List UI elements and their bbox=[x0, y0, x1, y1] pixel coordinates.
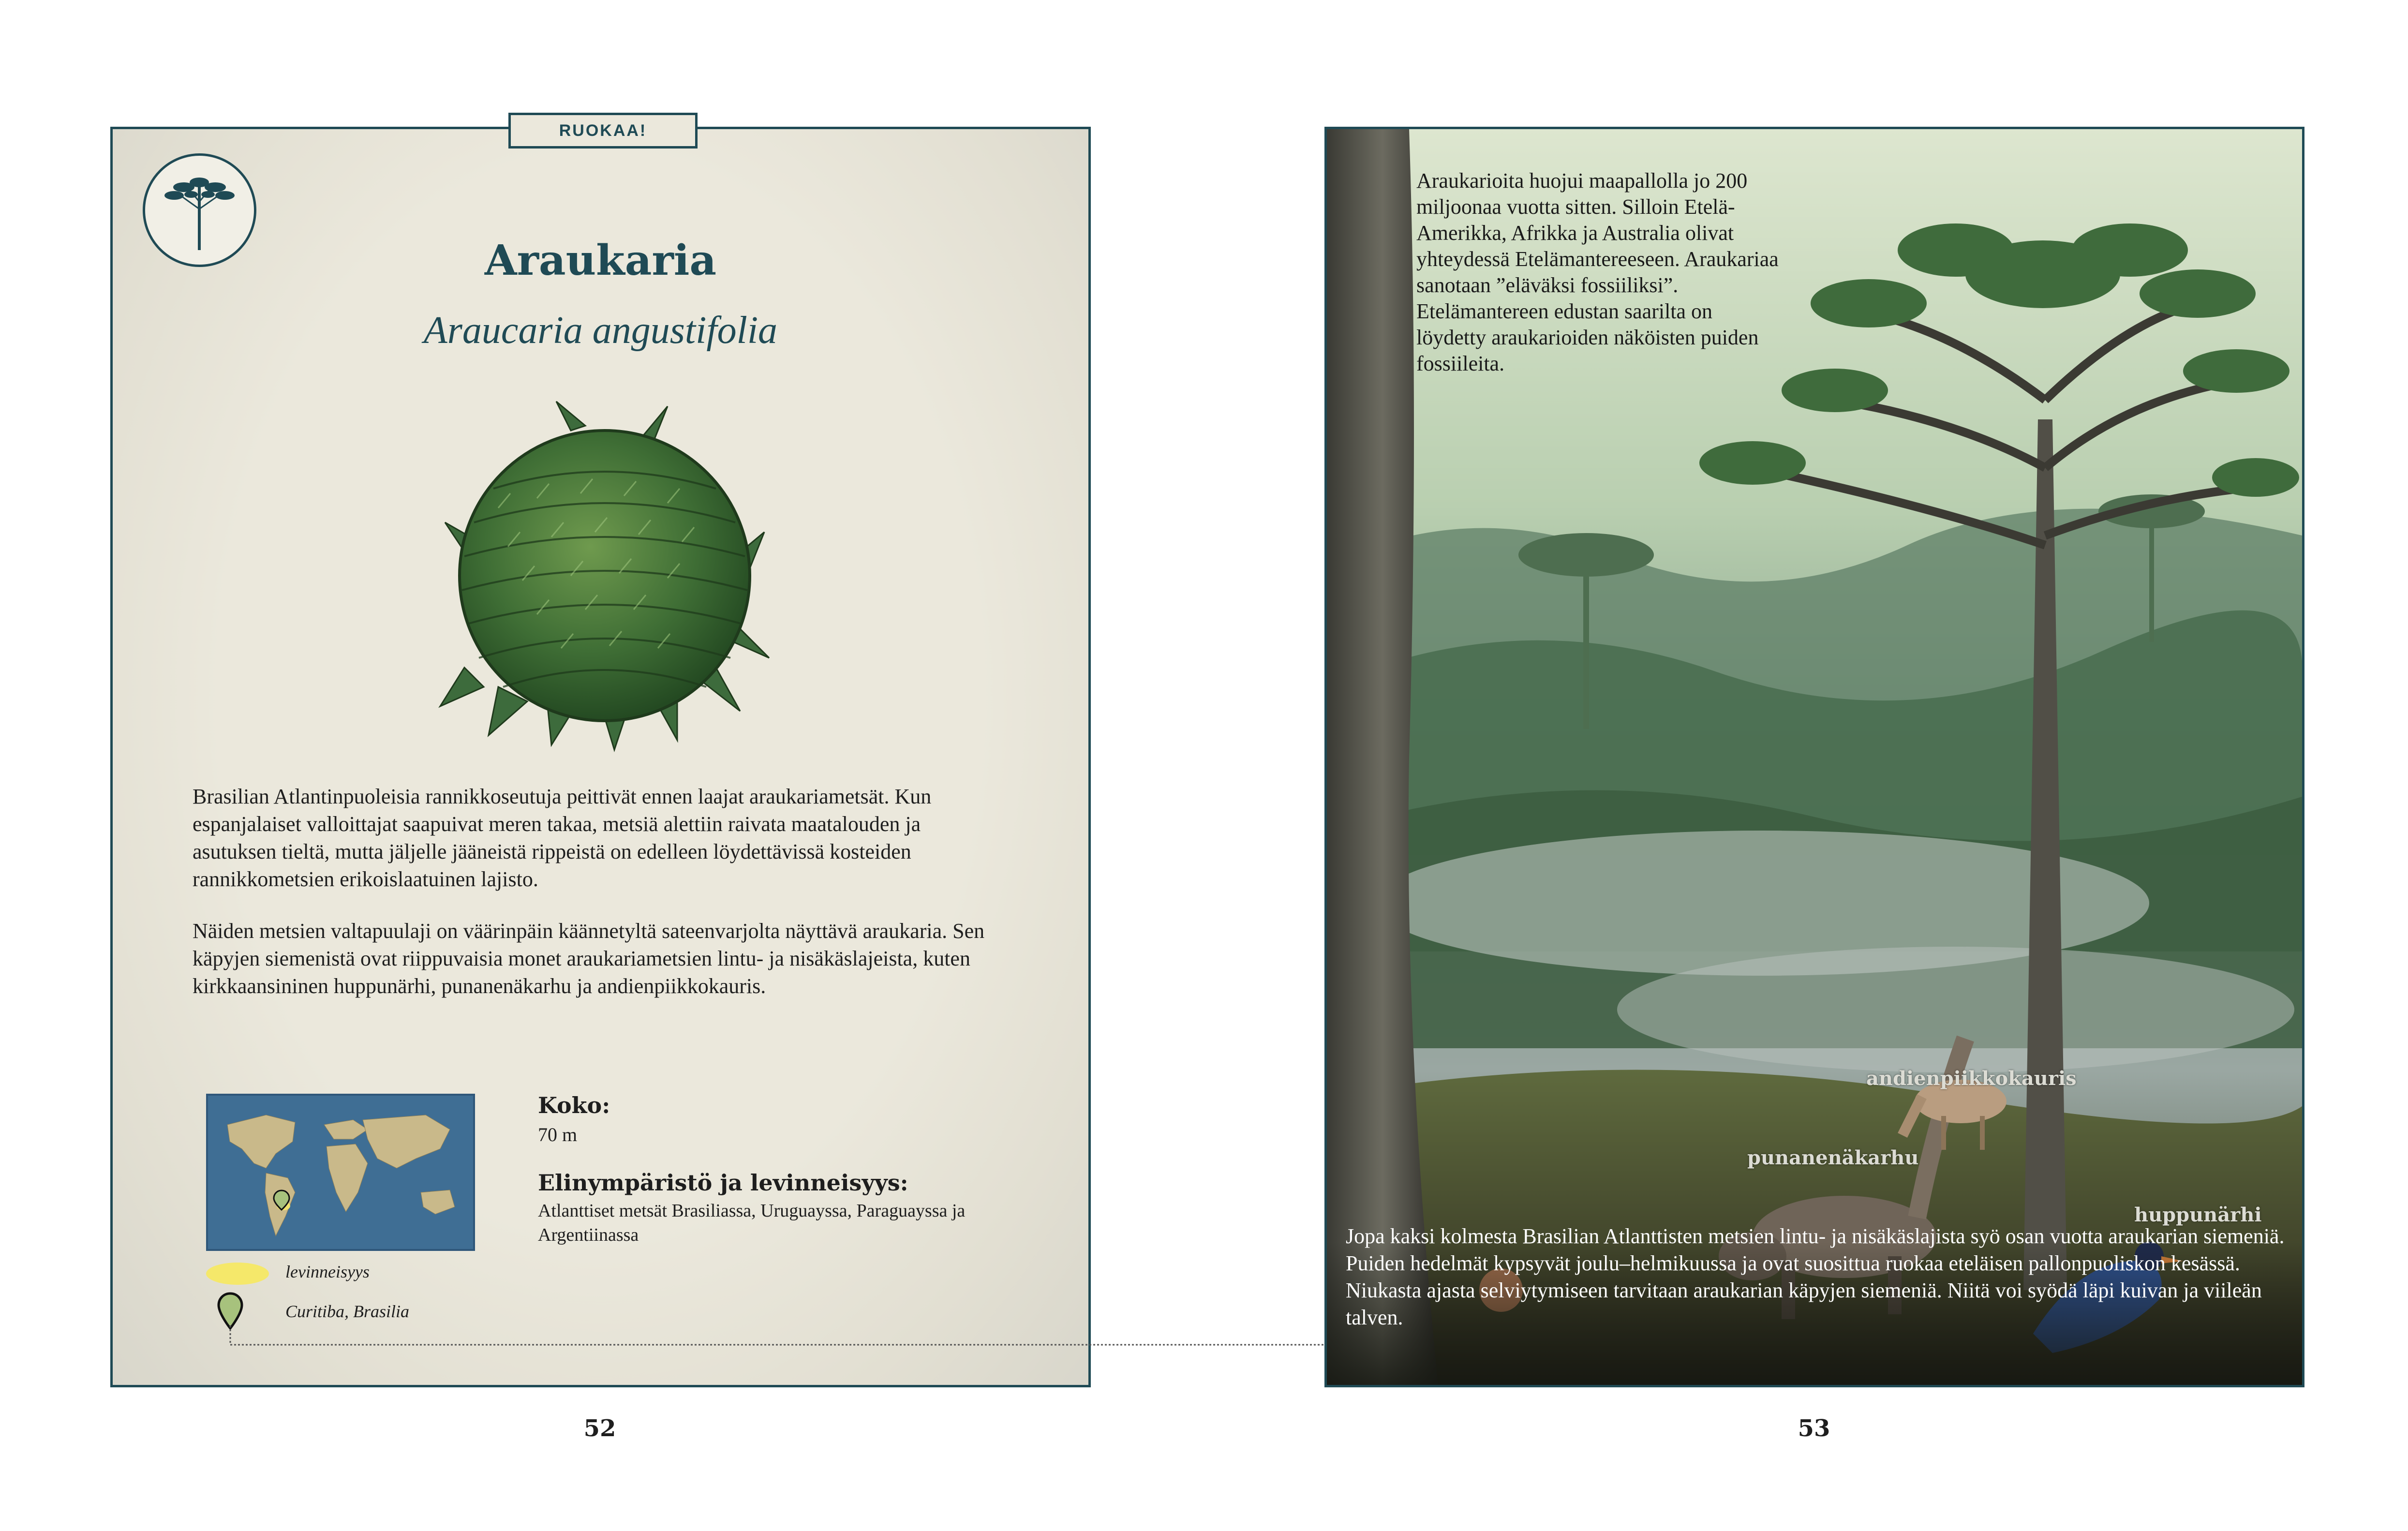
legend-range-label: levinneisyys bbox=[285, 1262, 370, 1281]
legend-range-swatch bbox=[206, 1263, 269, 1285]
page-title: Araukaria bbox=[484, 236, 717, 285]
habitat-value: Atlanttiset metsät Brasiliassa, Uruguayssa, Paraguayssa ja Argentiinassa bbox=[538, 1201, 966, 1245]
latin-name: Araucaria angustifolia bbox=[423, 309, 778, 352]
size-label: Koko: bbox=[538, 1092, 610, 1118]
araucaria-cone-illustration bbox=[426, 397, 774, 755]
label-azure-jay: huppunärhi bbox=[2134, 1204, 2262, 1226]
size-value: 70 m bbox=[538, 1124, 578, 1145]
page-number-right: 53 bbox=[1798, 1415, 1830, 1442]
label-andean-deer: andienpiikkokauris bbox=[1866, 1067, 2077, 1090]
section-tag: RUOKAA! bbox=[508, 113, 698, 149]
legend-location-label: Curitiba, Brasilia bbox=[285, 1302, 410, 1321]
world-map bbox=[208, 1096, 473, 1249]
location-connector-line bbox=[227, 1325, 1325, 1354]
body-paragraph-1: Brasilian Atlantinpuoleisia rannikkoseutuja peittivät ennen laajat araukariametsät. Kun espanjalaiset valloittajat saapuivat meren takaa, metsiä alettiin raivata maatalouden ja asutuksen tieltä, mutta jäljelle jääneistä rippeistä on edelleen löydettävissä kosteiden rannikkometsien erikoislaatuinen lajisto. bbox=[193, 785, 932, 891]
bottom-text: Jopa kaksi kolmesta Brasilian Atlanttisten metsien lintu- ja nisäkäslajista syö osan vuotta araukarian siemeniä. Puiden hedelmät kypsyvät joulu–helmikuussa ja ovat suosittua ruokaa eteläisen pallonpuoliskon kesässä. Niukasta ajasta selviytymiseen tarvitaan araukarian käpyjen siemeniä. Niitä voi syödä läpi kuivan ja viileän talven. bbox=[1346, 1224, 2285, 1329]
page-number-left: 52 bbox=[583, 1415, 616, 1442]
body-paragraph-2: Näiden metsien valtapuulaji on väärinpäin käännetyltä sateenvarjolta näyttävä araukaria. Sen käpyjen siemenistä ovat riippuvaisia monet araukariametsien lintu- ja nisäkäslajeista, kuten kirkkaansininen huppunärhi, punanenäkarhu ja andienpiikkokauris. bbox=[193, 919, 985, 998]
label-coati: punanenäkarhu bbox=[1747, 1146, 1919, 1169]
intro-text: Araukarioita huojui maapallolla jo 200 miljoonaa vuotta sitten. Silloin Etelä-Amerikka, Afrikka ja Australia olivat yhteydessä Etelämantereeseen. Araukariaa sanotaan ”eläväksi fossiiliksi”. Etelämantereen edustan saarilta on löydetty araukarioiden näköisten puiden fossiileita. bbox=[1416, 169, 1779, 375]
habitat-label: Elinympäristö ja levinneisyys: bbox=[538, 1170, 908, 1196]
